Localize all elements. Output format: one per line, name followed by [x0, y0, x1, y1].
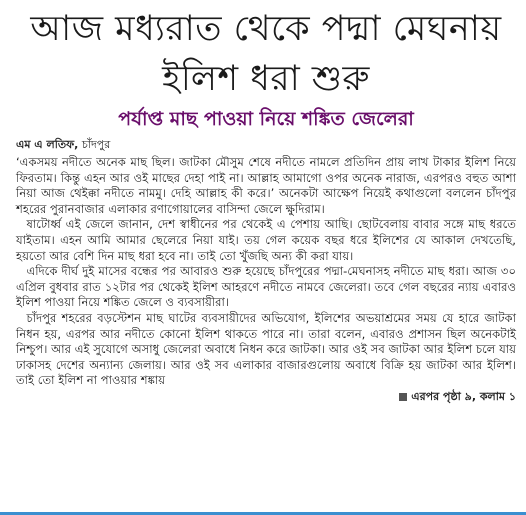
subheadline: পর্যাপ্ত মাছ পাওয়া নিয়ে শঙ্কিত জেলেরা — [118, 108, 414, 130]
byline-author: এম এ লতিফ, — [16, 138, 79, 151]
paragraph: ‘একসময় নদীতে অনেক মাছ ছিল। জাটকা মৌসুম শেষে নদীতে নামলে প্রতিদিন প্রায় লাখ টাকার ইলিশ নিয়ে ফিরতাম। কিন্তু এহন আর ওই মাছের দেহা পাই না। আল্লাহ আমাগো ওপর অনেক নারাজ, এরপরও বহুত আশা নিয়া আজ থেইক্কা নদীতে নামমু। দেহি আল্লাহ কী করে।’ অনেকটা আক্ষেপ নিয়েই কথাগুলো বললেন চাঁদপুর শহরের পুরানবাজার এলাকার রণাগোয়ালের বাসিন্দা জেলে ক্ষুদিরাম। — [16, 155, 516, 216]
article-body — [16, 155, 516, 389]
paragraph: ষাটোর্ধ্ব এই জেলে জানান, দেশ স্বাধীনের পর থেকেই এ পেশায় আছি। ছোটবেলায় বাবার সঙ্গে মাছ ধরতে যাইতাম। এহন আমি আমার ছেলেরে নিয়া যাই। তয় গেল কয়েক বছর ধরে ইলিশের যে আকাল দেখতেছি, হয়তো আর বেশি দিন মাছ ধরা হবে না। তাই তো খুঁজছি অন্য কী করা যায়। — [16, 217, 516, 263]
continuation-note — [16, 390, 516, 404]
continuation-text: এরপর পৃষ্ঠা ৯, কলাম ১ — [411, 389, 516, 403]
continuation-marker-icon — [399, 393, 407, 401]
headline: আজ মধ্যরাত থেকে পদ্মা মেঘনায় ইলিশ ধরা শুরু — [30, 9, 502, 99]
paragraph: এদিকে দীর্ঘ দুই মাসের বন্ধের পর আবারও শুরু হয়েছে চাঁদপুরের পদ্মা-মেঘনাসহ নদীতে মাছ ধরা। আজ ৩০ এপ্রিল বুধবার রাত ১২টার পর থেকেই ইলিশ আহরণে নদীতে নামবে জেলেরা। তবে গেল বছরের ন্যায় এবারও ইলিশ পাওয়া নিয়ে শঙ্কিত জেলে ও ব্যবসায়ীরা। — [16, 264, 516, 310]
byline-location: চাঁদপুর — [81, 138, 111, 151]
byline — [16, 138, 516, 152]
paragraph: চাঁদপুর শহরের বড়স্টেশন মাছ ঘাটের ব্যবসায়ীদের অভিযোগ, ইলিশের অভয়াশ্রমের সময় যে হারে জাটকা নিধন হয়, এরপর আর নদীতে কোনো ইলিশ থাকতে পারে না। তারা বলেন, এবারও প্রশাসন ছিল অনেকটাই নিশ্চুপ। আর এই সুযোগে অসাধু জেলেরা অবাধে নিধন করে জাটকা। আর ওই সব জাটকা আর ইলিশ চলে যায় ঢাকাসহ দেশের অন্যান্য জেলায়। আর ওই সব এলাকার বাজারগুলোয় অবাধে বিক্রি হয় জাটকা আর ইলিশ। তাই তো ইলিশ না পাওয়ার শঙ্কায় — [16, 310, 516, 388]
